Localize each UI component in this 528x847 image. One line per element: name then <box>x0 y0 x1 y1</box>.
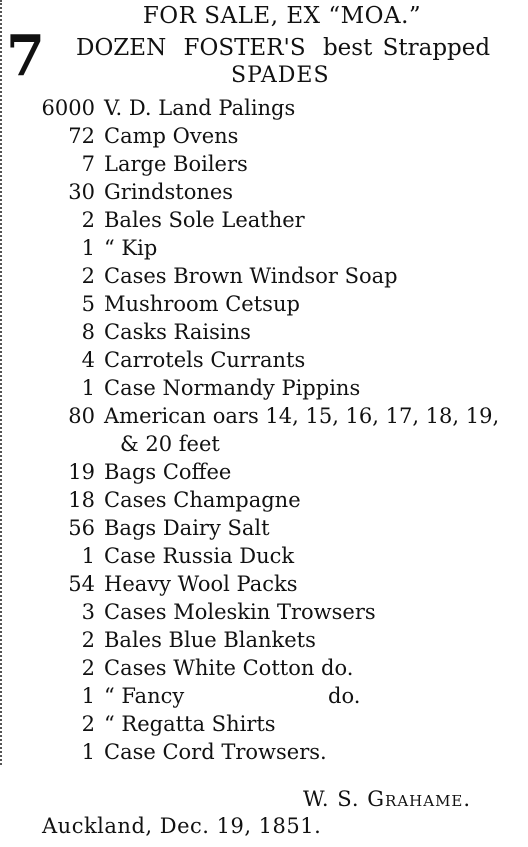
item-description: Case Normandy Pippins <box>104 376 361 400</box>
item-description: V. D. Land Palings <box>104 96 296 120</box>
intro-word-rest: best Strapped <box>322 35 491 61</box>
item-description: “ Regatta Shirts <box>104 712 276 736</box>
list-item <box>0 626 528 654</box>
item-description: Bales Sole Leather <box>104 208 305 232</box>
list-item <box>0 178 528 206</box>
item-description: Camp Ovens <box>104 124 239 148</box>
list-item <box>0 290 528 318</box>
item-description: Bags Dairy Salt <box>104 516 270 540</box>
list-item <box>0 122 528 150</box>
item-description: “ Fancy <box>104 684 185 708</box>
item-quantity: 2 <box>81 712 95 736</box>
item-quantity: 4 <box>81 348 95 372</box>
item-quantity: 56 <box>68 516 95 540</box>
list-item <box>0 402 528 430</box>
intro-word-dozen: DOZEN <box>76 35 167 61</box>
list-item <box>0 458 528 486</box>
item-quantity: 6000 <box>41 96 95 120</box>
item-description: Mushroom Cetsup <box>104 292 300 316</box>
item-description: Grindstones <box>104 180 234 204</box>
list-item <box>0 430 528 458</box>
list-item <box>0 710 528 738</box>
item-description: Cases White Cotton do. <box>104 656 354 680</box>
item-quantity: 2 <box>81 208 95 232</box>
dateline: Auckland, Dec. 19, 1851. <box>42 814 322 838</box>
item-description: Casks Raisins <box>104 320 251 344</box>
item-description: Cases Brown Windsor Soap <box>104 264 398 288</box>
item-quantity: 8 <box>81 320 95 344</box>
item-quantity: 54 <box>68 572 95 596</box>
item-quantity: 1 <box>81 236 95 260</box>
item-quantity: 1 <box>81 376 95 400</box>
list-item <box>0 654 528 682</box>
item-quantity: 1 <box>81 544 95 568</box>
item-description: Large Boilers <box>104 152 248 176</box>
item-quantity: 30 <box>68 180 95 204</box>
list-item <box>0 570 528 598</box>
list-item <box>0 682 528 710</box>
list-item <box>0 234 528 262</box>
list-item <box>0 262 528 290</box>
merchant-signature: W. S. Grahame. <box>303 787 472 811</box>
list-item <box>0 542 528 570</box>
list-item <box>0 514 528 542</box>
item-quantity: 80 <box>68 404 95 428</box>
item-quantity: 2 <box>81 628 95 652</box>
item-description: Cases Champagne <box>104 488 301 512</box>
item-quantity: 3 <box>81 600 95 624</box>
item-quantity: 72 <box>68 124 95 148</box>
list-item <box>0 150 528 178</box>
list-item <box>0 318 528 346</box>
item-quantity: 1 <box>81 684 95 708</box>
item-description: American oars 14, 15, 16, 17, 18, 19, <box>104 404 500 428</box>
item-description: Case Russia Duck <box>104 544 295 568</box>
list-item <box>0 346 528 374</box>
item-quantity: 7 <box>81 152 95 176</box>
item-quantity: 5 <box>81 292 95 316</box>
item-description: Carrotels Currants <box>104 348 306 372</box>
item-description: Cases Moleskin Trowsers <box>104 600 376 624</box>
list-item <box>0 94 528 122</box>
item-quantity: 2 <box>81 264 95 288</box>
item-quantity: 19 <box>68 460 95 484</box>
item-quantity: 18 <box>68 488 95 512</box>
item-description: “ Kip <box>104 236 158 260</box>
list-item <box>0 206 528 234</box>
item-description: Case Cord Trowsers. <box>104 740 327 764</box>
list-item <box>0 598 528 626</box>
item-ditto: do. <box>328 684 361 708</box>
list-item <box>0 486 528 514</box>
list-item <box>0 738 528 766</box>
intro-word-fosters: FOSTER'S <box>183 35 306 61</box>
intro-line-2: SPADES <box>231 63 330 88</box>
item-description: Bags Coffee <box>104 460 232 484</box>
advert-heading: FOR SALE, EX “MOA.” <box>142 3 422 29</box>
intro-line-1 <box>76 35 490 61</box>
item-quantity: 1 <box>81 740 95 764</box>
drop-cap-number: 7 <box>6 23 45 89</box>
item-description: & 20 feet <box>120 432 220 456</box>
item-description: Heavy Wool Packs <box>104 572 298 596</box>
item-quantity: 2 <box>81 656 95 680</box>
list-item <box>0 374 528 402</box>
item-description: Bales Blue Blankets <box>104 628 316 652</box>
item-list <box>0 94 528 766</box>
